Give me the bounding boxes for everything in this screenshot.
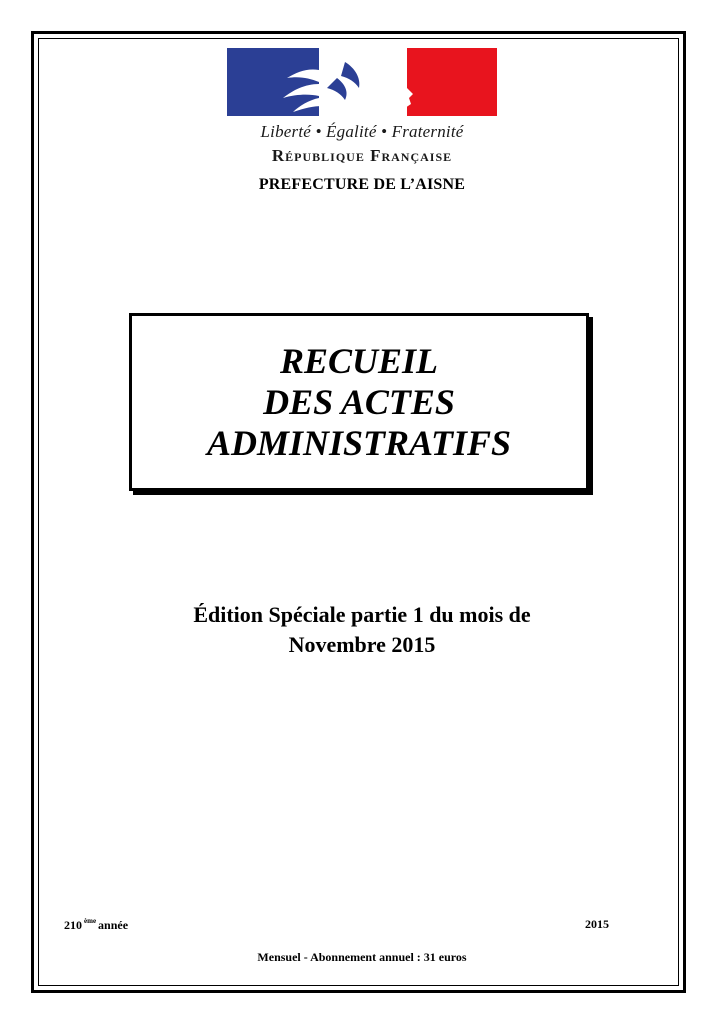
- marianne-logo: [227, 48, 497, 170]
- marianne-flag-icon: [227, 48, 497, 116]
- title-line-1: RECUEIL: [279, 340, 439, 381]
- title-line-3: ADMINISTRATIFS: [206, 422, 512, 463]
- republic-name: République Française: [271, 146, 453, 165]
- prefecture-heading: PREFECTURE DE L’AISNE: [258, 176, 466, 193]
- year-count-word: année: [98, 918, 129, 932]
- republic-motto: Liberté • Égalité • Fraternité: [260, 122, 464, 141]
- year-count-superscript: ème: [84, 917, 97, 925]
- publication-year: 2015: [585, 917, 609, 931]
- publication-year-count: [64, 917, 128, 933]
- edition-line-2: Novembre 2015: [288, 632, 436, 657]
- edition-line-1: Édition Spéciale partie 1 du mois de: [193, 602, 531, 627]
- title-line-2: DES ACTES: [263, 381, 455, 422]
- year-count-number: 210: [64, 918, 82, 932]
- edition-info: [0, 600, 724, 660]
- title-box: [129, 313, 589, 491]
- subscription-info: Mensuel - Abonnement annuel : 31 euros: [257, 950, 467, 964]
